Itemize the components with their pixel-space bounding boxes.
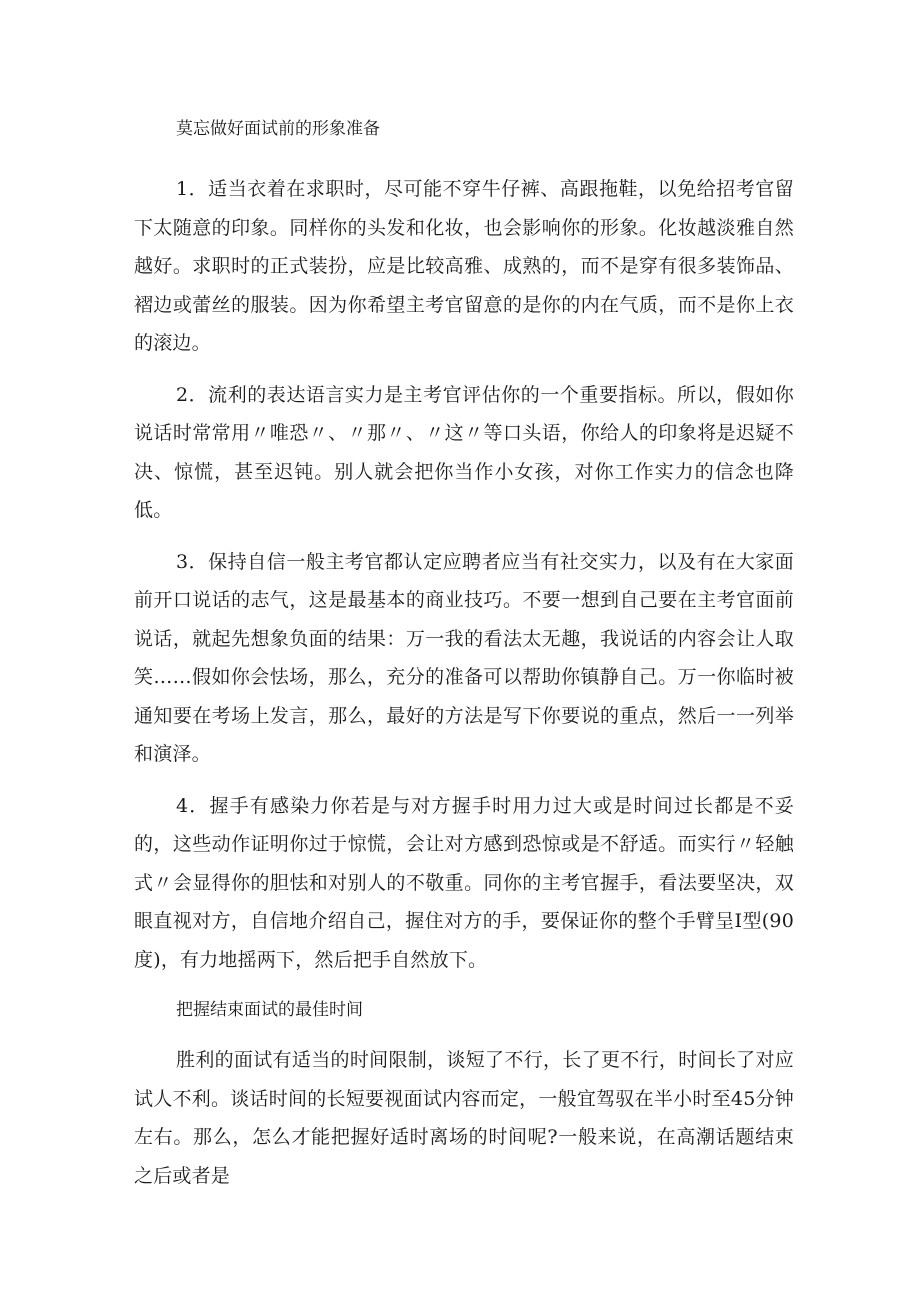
paragraph-confidence: 3．保持自信一般主考官都认定应聘者应当有社交实力，以及有在大家面前开口说话的志气，这是最基本的商业技巧。不要一想到自己要在主考官面前说话，就起先想象负面的结果：万一我的看法太无趣，我说话的内容会让人取笑……假如你会怯场，那么，充分的准备可以帮助你镇静自己。万一你临时被通知要在考场上发言，那么，最好的方法是写下你要说的重点，然后一一列举和演泽。 [134, 550, 794, 765]
paragraph-interview-duration: 胜利的面试有适当的时间限制，谈短了不行，长了更不行，时间长了对应试人不利。谈话时间的长短要视面试内容而定，一般宜驾驭在半小时至45分钟左右。那么，怎么才能把握好适时离场的时间呢?一般来说，在高潮话题结束之后或者是 [134, 1049, 794, 1187]
spacer [134, 1021, 794, 1041]
paragraph-speech: 2．流利的表达语言实力是主考官评估你的一个重要指标。所以，假如你说话时常常用〃唯恐〃、〃那〃、〃这〃等口头语，你给人的印象将是迟疑不决、惊慌，甚至迟钝。别人就会把你当作小女孩，对你工作实力的信念也降低。 [134, 383, 794, 521]
paragraph-attire: 1．适当衣着在求职时，尽可能不穿牛仔裤、高跟拖鞋，以免给招考官留下太随意的印象。同样你的头发和化妆，也会影响你的形象。化妆越淡雅自然越好。求职时的正式装扮，应是比较高雅、成熟的，而不是穿有很多装饰品、褶边或蕾丝的服装。因为你希望主考官留意的是你的内在气质，而不是你上衣的滚边。 [134, 178, 794, 354]
paragraph-handshake: 4．握手有感染力你若是与对方握手时用力过大或是时间过长都是不妥的，这些动作证明你过于惊慌，会让对方感到恐惊或是不舒适。而实行〃轻触式〃会显得你的胆怯和对别人的不敬重。同你的主考官握手，看法要坚决，双眼直视对方，自信地介绍自己，握住对方的手，要保证你的整个手臂呈I型(90度)，有力地摇两下，然后把手自然放下。 [134, 794, 794, 971]
section-heading-image-prep: 莫忘做好面试前的形象准备 [176, 119, 380, 139]
spacer [134, 140, 794, 170]
spacer [134, 979, 794, 999]
section-heading-ending-time: 把握结束面试的最佳时间 [176, 1000, 363, 1020]
spacer [134, 363, 794, 376]
spacer [134, 530, 794, 543]
spacer [134, 774, 794, 787]
document-body [134, 118, 794, 1195]
